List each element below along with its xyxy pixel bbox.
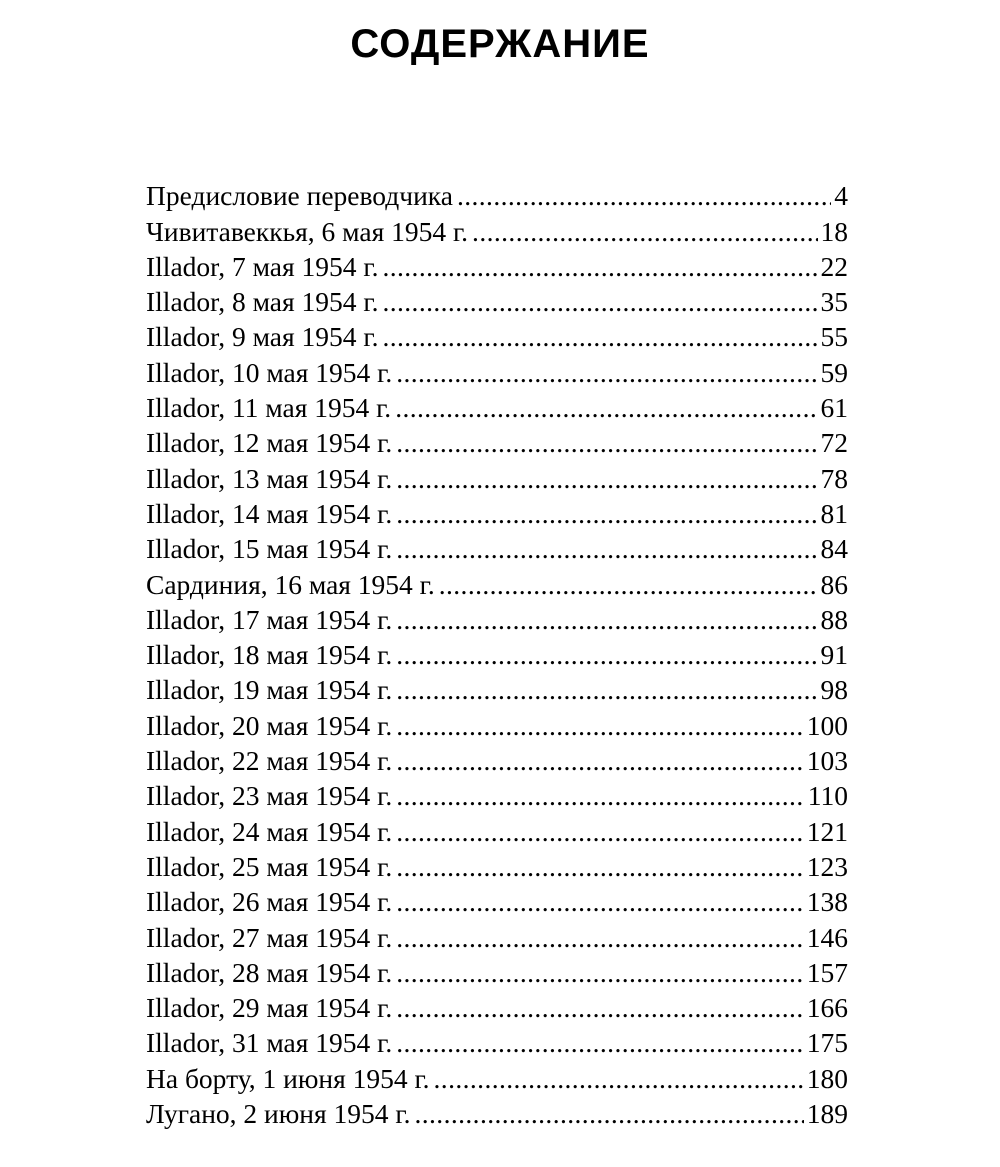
toc-entry[interactable] xyxy=(146,354,848,389)
toc-entry-label: Illador, 31 мая 1954 г. xyxy=(146,1027,393,1059)
dot-leader xyxy=(396,637,817,672)
toc-entry[interactable] xyxy=(146,849,848,884)
toc-entry-label: Illador, 11 мая 1954 г. xyxy=(146,392,392,424)
toc-entry-label: Чивитавеккья, 6 мая 1954 г. xyxy=(146,215,469,247)
dot-leader xyxy=(396,602,817,637)
toc-entry[interactable] xyxy=(146,284,848,319)
toc-entry[interactable] xyxy=(146,566,848,601)
toc-entry-page-number: 84 xyxy=(820,533,848,565)
dot-leader xyxy=(439,567,818,602)
toc-entry[interactable] xyxy=(146,602,848,637)
toc-entry[interactable] xyxy=(146,955,848,990)
toc-entry-label: Illador, 20 мая 1954 г. xyxy=(146,709,393,741)
toc-entry-page-number: 61 xyxy=(820,392,848,424)
dot-leader xyxy=(396,849,804,884)
toc-entry[interactable] xyxy=(146,672,848,707)
dot-leader xyxy=(396,708,804,743)
dot-leader xyxy=(472,214,817,249)
toc-entry[interactable] xyxy=(146,1096,848,1131)
dot-leader xyxy=(434,1061,804,1096)
toc-entry-label: Illador, 17 мая 1954 г. xyxy=(146,603,393,635)
toc-entry[interactable] xyxy=(146,990,848,1025)
toc-entry-label: Illador, 9 мая 1954 г. xyxy=(146,321,379,353)
toc-entry[interactable] xyxy=(146,884,848,919)
dot-leader xyxy=(414,1096,803,1131)
toc-entry-label: На борту, 1 июня 1954 г. xyxy=(146,1062,430,1094)
toc-entry-page-number: 146 xyxy=(806,921,848,953)
dot-leader xyxy=(396,496,817,531)
dot-leader xyxy=(396,425,817,460)
dot-leader xyxy=(382,249,817,284)
toc-entry-page-number: 18 xyxy=(820,215,848,247)
toc-entry-label: Illador, 10 мая 1954 г. xyxy=(146,356,393,388)
toc-entry[interactable] xyxy=(146,778,848,813)
dot-leader xyxy=(382,319,817,354)
toc-entry-page-number: 78 xyxy=(820,462,848,494)
dot-leader xyxy=(457,178,831,213)
toc-entry-page-number: 59 xyxy=(820,356,848,388)
dot-leader xyxy=(396,920,804,955)
toc-entry-label: Illador, 29 мая 1954 г. xyxy=(146,992,393,1024)
dot-leader xyxy=(396,1025,804,1060)
page-title: СОДЕРЖАНИЕ xyxy=(350,22,650,66)
toc-entry[interactable] xyxy=(146,460,848,495)
dot-leader xyxy=(396,672,817,707)
toc-entry[interactable] xyxy=(146,743,848,778)
toc-entry[interactable] xyxy=(146,496,848,531)
toc-entry[interactable] xyxy=(146,319,848,354)
toc-entry-label: Сардиния, 16 мая 1954 г. xyxy=(146,568,435,600)
toc-entry-page-number: 91 xyxy=(820,639,848,671)
toc-entry-label: Illador, 27 мая 1954 г. xyxy=(146,921,393,953)
toc-entry-page-number: 180 xyxy=(806,1062,848,1094)
toc-entry[interactable] xyxy=(146,213,848,248)
table-of-contents xyxy=(146,178,848,1131)
toc-entry-page-number: 22 xyxy=(820,250,848,282)
toc-entry-page-number: 138 xyxy=(806,886,848,918)
toc-entry-page-number: 98 xyxy=(820,674,848,706)
toc-entry[interactable] xyxy=(146,1060,848,1095)
toc-entry-label: Illador, 26 мая 1954 г. xyxy=(146,886,393,918)
dot-leader xyxy=(396,355,817,390)
toc-entry-page-number: 4 xyxy=(834,180,848,212)
toc-entry-page-number: 72 xyxy=(820,427,848,459)
toc-entry[interactable] xyxy=(146,531,848,566)
toc-entry-label: Illador, 22 мая 1954 г. xyxy=(146,745,393,777)
toc-entry-page-number: 123 xyxy=(806,850,848,882)
toc-entry-page-number: 103 xyxy=(806,745,848,777)
dot-leader xyxy=(396,990,804,1025)
dot-leader xyxy=(396,461,817,496)
toc-entry-page-number: 166 xyxy=(806,992,848,1024)
toc-entry-label: Illador, 28 мая 1954 г. xyxy=(146,956,393,988)
toc-entry-page-number: 81 xyxy=(820,497,848,529)
toc-entry-page-number: 189 xyxy=(806,1098,848,1130)
toc-entry-page-number: 55 xyxy=(820,321,848,353)
toc-entry-page-number: 100 xyxy=(806,709,848,741)
toc-entry-label: Illador, 24 мая 1954 г. xyxy=(146,815,393,847)
dot-leader xyxy=(382,284,817,319)
toc-entry-page-number: 35 xyxy=(820,286,848,318)
toc-entry-page-number: 86 xyxy=(820,568,848,600)
dot-leader xyxy=(396,884,804,919)
toc-entry-label: Illador, 15 мая 1954 г. xyxy=(146,533,393,565)
toc-entry[interactable] xyxy=(146,425,848,460)
toc-entry[interactable] xyxy=(146,813,848,848)
dot-leader xyxy=(396,814,804,849)
toc-entry-page-number: 88 xyxy=(820,603,848,635)
dot-leader xyxy=(396,743,804,778)
toc-entry[interactable] xyxy=(146,249,848,284)
dot-leader xyxy=(396,778,805,813)
toc-entry-label: Illador, 18 мая 1954 г. xyxy=(146,639,393,671)
toc-entry-label: Лугано, 2 июня 1954 г. xyxy=(146,1098,411,1130)
toc-entry-label: Illador, 13 мая 1954 г. xyxy=(146,462,393,494)
toc-entry-page-number: 175 xyxy=(806,1027,848,1059)
toc-entry[interactable] xyxy=(146,178,848,213)
toc-entry-label: Предисловие переводчика xyxy=(146,180,453,212)
dot-leader xyxy=(395,390,817,425)
toc-entry[interactable] xyxy=(146,637,848,672)
toc-entry[interactable] xyxy=(146,707,848,742)
toc-entry-label: Illador, 23 мая 1954 г. xyxy=(146,780,393,812)
dot-leader xyxy=(396,531,817,566)
toc-entry-page-number: 157 xyxy=(806,956,848,988)
toc-entry[interactable] xyxy=(146,390,848,425)
toc-entry-label: Illador, 25 мая 1954 г. xyxy=(146,850,393,882)
toc-entry[interactable] xyxy=(146,1025,848,1060)
toc-entry[interactable] xyxy=(146,919,848,954)
toc-entry-label: Illador, 19 мая 1954 г. xyxy=(146,674,393,706)
toc-entry-label: Illador, 7 мая 1954 г. xyxy=(146,250,379,282)
dot-leader xyxy=(396,955,804,990)
toc-entry-page-number: 110 xyxy=(807,780,848,812)
toc-entry-label: Illador, 8 мая 1954 г. xyxy=(146,286,379,318)
toc-entry-page-number: 121 xyxy=(806,815,848,847)
toc-entry-label: Illador, 12 мая 1954 г. xyxy=(146,427,393,459)
toc-entry-label: Illador, 14 мая 1954 г. xyxy=(146,497,393,529)
